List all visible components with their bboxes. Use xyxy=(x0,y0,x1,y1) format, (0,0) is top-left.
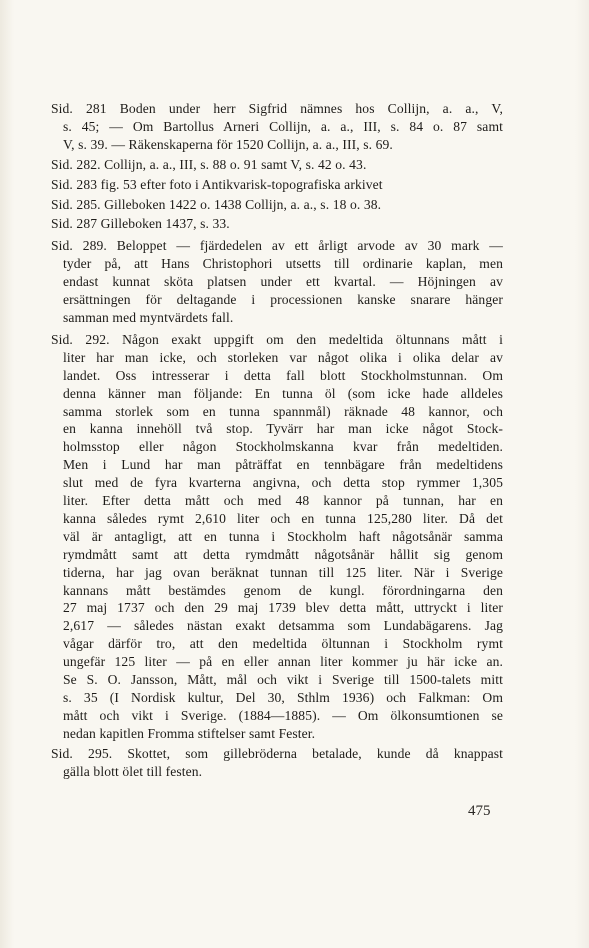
text-line: Sid. 287 Gilleboken 1437, s. 33. xyxy=(51,216,230,232)
text-line: en kanna innehöll två stop. Tyvärr har man icke något Stock- xyxy=(63,421,503,437)
text-line: kanna således rymt 2,610 liter och en tunna 125,280 liter. Då det xyxy=(63,510,503,526)
text-line: holmsstop eller någon Stockholmskanna kvar från medeltiden. xyxy=(63,439,503,455)
page-number: 475 xyxy=(468,803,491,819)
text-line: liter. Efter detta mått och med 48 kannor på tunnan, har en xyxy=(63,493,503,509)
text-line: Sid. 281 Boden under herr Sigfrid nämnes hos Collijn, a. a., V, xyxy=(51,101,503,116)
text-line: Sid. 282. Collijn, a. a., III, s. 88 o. 91 samt V, s. 42 o. 43. xyxy=(51,156,367,172)
note-sid-295 xyxy=(51,745,503,781)
text-line: slut med de fyra kvarterna angivna, och detta stop rymmer 1,305 xyxy=(63,475,503,491)
text-line: Sid. 289. Beloppet — fjärdedelen av ett årligt arvode av 30 mark — xyxy=(51,238,503,254)
text-line: samman med myntvärdets fall. xyxy=(63,309,234,325)
text-line: Men i Lund har man påträffat en tennbägare från medeltidens xyxy=(63,457,503,473)
text-line: gälla blott ölet till festen. xyxy=(63,763,203,779)
note-sid-282 xyxy=(51,156,503,174)
text-line: Se S. O. Jansson, Mått, mål och vikt i Sverige till 1500-talets mitt xyxy=(63,672,503,688)
notes-text xyxy=(51,100,503,783)
text-line: 27 maj 1737 och den 29 maj 1739 blev detta mått, uttryckt i liter xyxy=(63,600,503,616)
text-line: Sid. 295. Skottet, som gillebröderna betalade, kunde då knappast xyxy=(51,745,503,761)
text-line: denna känner man följande: En tunna öl (som icke hade alldeles xyxy=(63,385,503,401)
text-line: endast kunnat sköta platsen under ett kvartal. — Höjningen av xyxy=(63,274,503,290)
text-line: ersättningen för deltagande i processionen kanske snarare hänger xyxy=(63,292,503,308)
text-line: väl är antagligt, att en tunna i Stockholm haft någotsånär samma xyxy=(63,528,503,544)
text-line: Sid. 292. Någon exakt uppgift om den medeltida öltunnans mått i xyxy=(51,331,503,347)
text-line: 2,617 — således nästan exakt detsamma som Lundabägarens. Jag xyxy=(63,618,503,634)
note-sid-292 xyxy=(51,331,503,743)
note-sid-289 xyxy=(51,237,503,327)
note-sid-287 xyxy=(51,215,503,233)
text-line: samma storlek som en tunna spannmål) räknade 48 kannor, och xyxy=(63,403,503,419)
text-line: rymdmått samt att detta rymdmått någotsånär hållit sig genom xyxy=(63,546,503,562)
note-sid-281 xyxy=(51,100,503,154)
text-line: Sid. 283 fig. 53 efter foto i Antikvarisk-topografiska arkivet xyxy=(51,176,383,192)
text-line: mått och vikt i Sverige. (1884—1885). — Om ölkonsumtionen se xyxy=(63,707,503,723)
text-line: s. 45; — Om Bartollus Arneri Collijn, a. a., III, s. 84 o. 87 samt xyxy=(63,118,503,134)
note-sid-285 xyxy=(51,196,503,214)
text-line: kannans mått bestämdes genom de kungl. förordningarna den xyxy=(63,582,503,598)
text-line: liter har man icke, och storleken var något olika i olika delar av xyxy=(63,349,503,365)
text-line: nedan kapitlen Fromma stiftelser samt Fester. xyxy=(63,725,316,741)
text-line: tiderna, har jag ovan beräknat tunnan till 125 liter. När i Sverige xyxy=(63,564,503,580)
note-sid-283 xyxy=(51,176,503,194)
text-line: landet. Oss intresserar i detta fall blott Stockholmstunnan. Om xyxy=(63,367,503,383)
text-line: Sid. 285. Gilleboken 1422 o. 1438 Collijn, a. a., s. 18 o. 38. xyxy=(51,196,382,212)
text-line: tyder på, att Hans Christophori utsetts till ordinarie kaplan, men xyxy=(63,256,503,272)
text-line: V, s. 39. — Räkenskaperna för 1520 Collijn, a. a., III, s. 69. xyxy=(63,136,393,152)
text-line: vågar därför tro, att den medeltida öltunnan i Stockholm rymt xyxy=(63,636,503,652)
text-line: ungefär 125 liter — på en eller annan liter kommer ju här icke an. xyxy=(63,654,503,670)
text-line: s. 35 (I Nordisk kultur, Del 30, Sthlm 1936) och Falkman: Om xyxy=(63,690,503,705)
